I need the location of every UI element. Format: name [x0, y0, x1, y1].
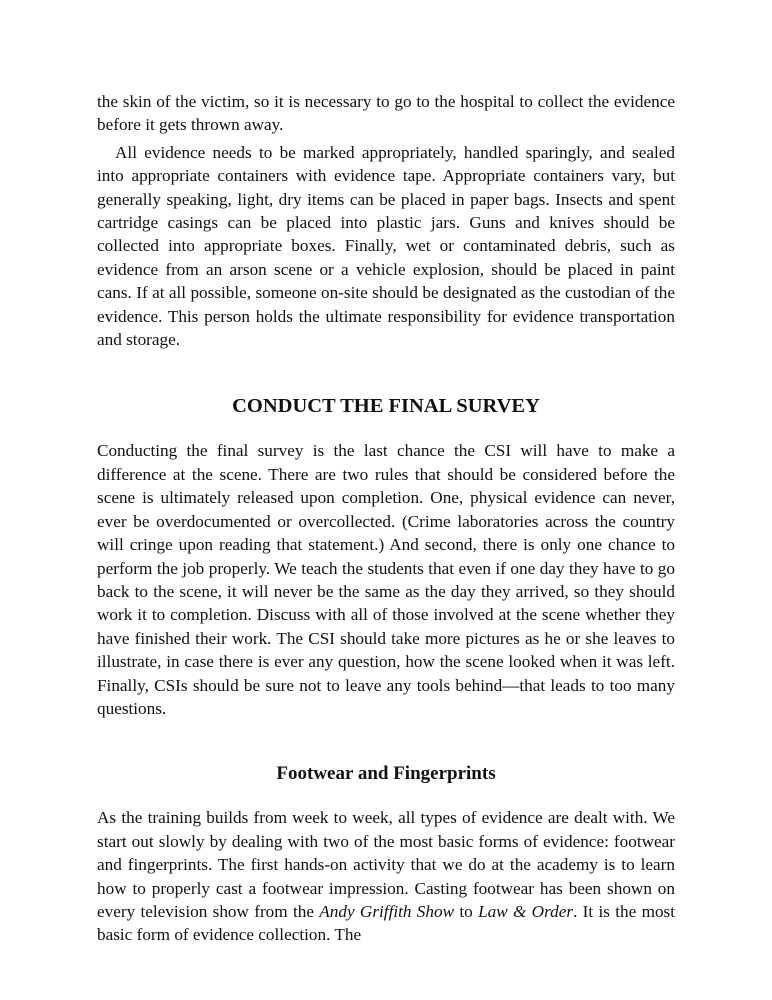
- text-run: As the training builds from week to week, all types of evidence are dealt with. We start out slowly by dealing with two of the most basic forms of evidence: footwear and fingerprints. The first hands-on activity that we do at the academy is to learn how to properly cast a footwear impression. Casting footwear has been shown on every television show from the: [97, 808, 675, 921]
- paragraph-continuation: the skin of the victim, so it is necessary to go to the hospital to collect the evidence before it gets thrown away.: [97, 92, 675, 135]
- italic-show-title: Andy Griffith Show: [319, 901, 455, 921]
- text-run: . It is the most basic form of evidence collection. The: [97, 901, 676, 945]
- section-heading-final-survey: CONDUCT THE FINAL SURVEY: [232, 395, 540, 418]
- text-run: to: [454, 901, 479, 921]
- paragraph-footwear: [97, 806, 675, 946]
- paragraph-final-survey: Conducting the final survey is the last chance the CSI will have to make a difference at the scene. There are two rules that should be considered before the scene is ultimately released upon completion. One, physical evidence can never, ever be overdocumented or overcollected. (Crime laboratories across the country will cringe upon reading that statement.) And second, there is only one chance to perform the job properly. We teach the students that even if one day they have to go back to the scene, it will never be the same as the day they arrived, so they should work it to completion. Discuss with all of those involved at the scene whether they have finished their work. The CSI should take more pictures as he or she leaves to illustrate, in case there is ever any question, how the scene looked when it was left. Finally, CSIs should be sure not to leave any tools behind—that leads to too many questions.: [97, 441, 675, 718]
- subsection-heading-footwear: Footwear and Fingerprints: [276, 763, 496, 785]
- italic-show-title: Law & Order: [478, 901, 574, 921]
- paragraph-evidence-handling: All evidence needs to be marked appropriately, handled sparingly, and sealed into appropriate containers with evidence tape. Appropriate containers vary, but generally speaking, light, dry items can be placed in paper bags. Insects and spent cartridge casings can be placed into plastic jars. Guns and knives should be collected into appropriate boxes. Finally, wet or contaminated debris, such as evidence from an arson scene or a vehicle explosion, should be placed in paint cans. If at all possible, someone on-site should be designated as the custodian of the evidence. This person holds the ultimate responsibility for evidence transportation and storage.: [97, 142, 675, 350]
- document-page: [97, 90, 675, 947]
